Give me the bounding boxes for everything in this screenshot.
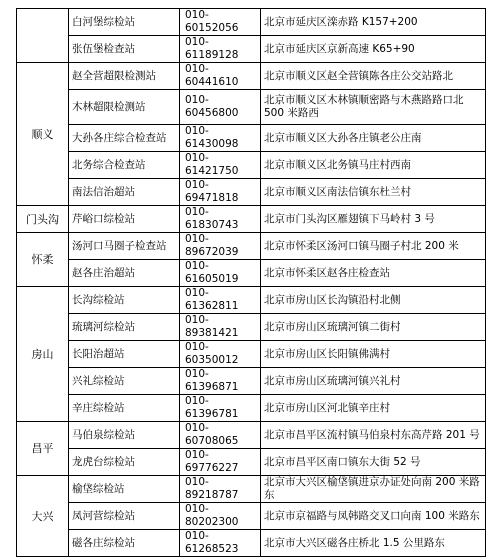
address-cell: 北京市房山区河北镇辛庄村 <box>261 395 486 422</box>
address-cell: 北京市顺义区南法信镇东杜兰村 <box>261 179 486 206</box>
phone-cell: 010-60456800 <box>180 90 261 125</box>
address-cell: 北京市房山区琉璃河镇兴礼村 <box>261 368 486 395</box>
station-cell: 榆垡综检站 <box>69 476 180 503</box>
station-cell: 辛庄综检站 <box>69 395 180 422</box>
address-cell: 北京市房山区琉璃河镇二街村 <box>261 314 486 341</box>
address-cell: 北京市延庆区京新高速 K65+90 <box>261 36 486 63</box>
station-cell: 木林超限检测站 <box>69 90 180 125</box>
phone-cell: 010-89381421 <box>180 314 261 341</box>
phone-cell: 010-89218787 <box>180 476 261 503</box>
station-cell: 汤河口马圈子检查站 <box>69 233 180 260</box>
station-cell: 北务综合检查站 <box>69 152 180 179</box>
table-row <box>17 314 486 341</box>
checkpoint-table <box>16 8 486 557</box>
phone-cell: 010-61830743 <box>180 206 261 233</box>
address-cell: 北京市顺义区木林镇顺密路与木燕路路口北500 米路西 <box>261 90 486 125</box>
district-cell: 门头沟 <box>17 206 69 233</box>
phone-cell: 010-61421750 <box>180 152 261 179</box>
table-row <box>17 233 486 260</box>
station-cell: 白河堡综检站 <box>69 9 180 36</box>
phone-cell: 010-61268523 <box>180 530 261 557</box>
phone-cell: 010-69776227 <box>180 449 261 476</box>
station-cell: 马伯泉综检站 <box>69 422 180 449</box>
station-cell: 南法信治超站 <box>69 179 180 206</box>
table-row <box>17 90 486 125</box>
address-cell: 北京市顺义区北务镇马庄村西南 <box>261 152 486 179</box>
table-row <box>17 260 486 287</box>
station-cell: 长阳治超站 <box>69 341 180 368</box>
phone-cell: 010-61362811 <box>180 287 261 314</box>
station-cell: 龙虎台综检站 <box>69 449 180 476</box>
station-cell: 凤河营综检站 <box>69 503 180 530</box>
table-row <box>17 63 486 90</box>
district-cell <box>17 9 69 63</box>
phone-cell: 010-61396871 <box>180 368 261 395</box>
station-cell: 大孙各庄综合检查站 <box>69 125 180 152</box>
phone-cell: 010-80202300 <box>180 503 261 530</box>
table-row <box>17 368 486 395</box>
table-row <box>17 152 486 179</box>
table-row <box>17 476 486 503</box>
phone-cell: 010-60441610 <box>180 63 261 90</box>
station-cell: 琉璃河综检站 <box>69 314 180 341</box>
address-cell: 北京市昌平区流村镇马伯泉村东高芹路 201 号 <box>261 422 486 449</box>
district-cell: 房山 <box>17 287 69 422</box>
address-cell: 北京市怀柔区赵各庄检查站 <box>261 260 486 287</box>
district-cell: 怀柔 <box>17 233 69 287</box>
phone-cell: 010-61189128 <box>180 36 261 63</box>
district-cell: 昌平 <box>17 422 69 476</box>
address-cell: 北京市门头沟区雁翅镇下马岭村 3 号 <box>261 206 486 233</box>
table-row <box>17 422 486 449</box>
phone-cell: 010-89672039 <box>180 233 261 260</box>
address-cell: 北京市顺义区大孙各庄镇老公庄南 <box>261 125 486 152</box>
phone-cell: 010-69471818 <box>180 179 261 206</box>
district-cell: 顺义 <box>17 63 69 206</box>
table-row <box>17 503 486 530</box>
district-cell: 大兴 <box>17 476 69 557</box>
address-cell: 北京市房山区长阳镇佛满村 <box>261 341 486 368</box>
address-cell: 北京市房山区长沟镇沿村北侧 <box>261 287 486 314</box>
address-cell: 北京市顺义区赵全营镇陈各庄公交站路北 <box>261 63 486 90</box>
address-cell: 北京市昌平区南口镇东大街 52 号 <box>261 449 486 476</box>
table-row <box>17 341 486 368</box>
table-row <box>17 530 486 557</box>
phone-cell: 010-61605019 <box>180 260 261 287</box>
station-cell: 兴礼综检站 <box>69 368 180 395</box>
station-cell: 赵各庄治超站 <box>69 260 180 287</box>
table-row <box>17 287 486 314</box>
table-row <box>17 125 486 152</box>
address-cell: 北京市大兴区榆垡镇进京办证处向南 200 米路东 <box>261 476 486 503</box>
address-cell: 北京市怀柔区汤河口镇马圈子村北 200 米 <box>261 233 486 260</box>
table-row <box>17 36 486 63</box>
table-row <box>17 206 486 233</box>
phone-cell: 010-61396781 <box>180 395 261 422</box>
table-row <box>17 179 486 206</box>
address-cell: 北京市大兴区磁各庄桥北 1.5 公里路东 <box>261 530 486 557</box>
table-row <box>17 395 486 422</box>
table-row <box>17 9 486 36</box>
station-cell: 长沟综检站 <box>69 287 180 314</box>
phone-cell: 010-61430098 <box>180 125 261 152</box>
station-cell: 磁各庄综检站 <box>69 530 180 557</box>
table-row <box>17 449 486 476</box>
address-cell: 北京市京福路与凤韩路交叉口向南 100 米路东 <box>261 503 486 530</box>
phone-cell: 010-60152056 <box>180 9 261 36</box>
phone-cell: 010-60350012 <box>180 341 261 368</box>
phone-cell: 010-60708065 <box>180 422 261 449</box>
station-cell: 芹峪口综检站 <box>69 206 180 233</box>
address-cell: 北京市延庆区滦赤路 K157+200 <box>261 9 486 36</box>
station-cell: 张伍堡检查站 <box>69 36 180 63</box>
station-cell: 赵全营超限检测站 <box>69 63 180 90</box>
